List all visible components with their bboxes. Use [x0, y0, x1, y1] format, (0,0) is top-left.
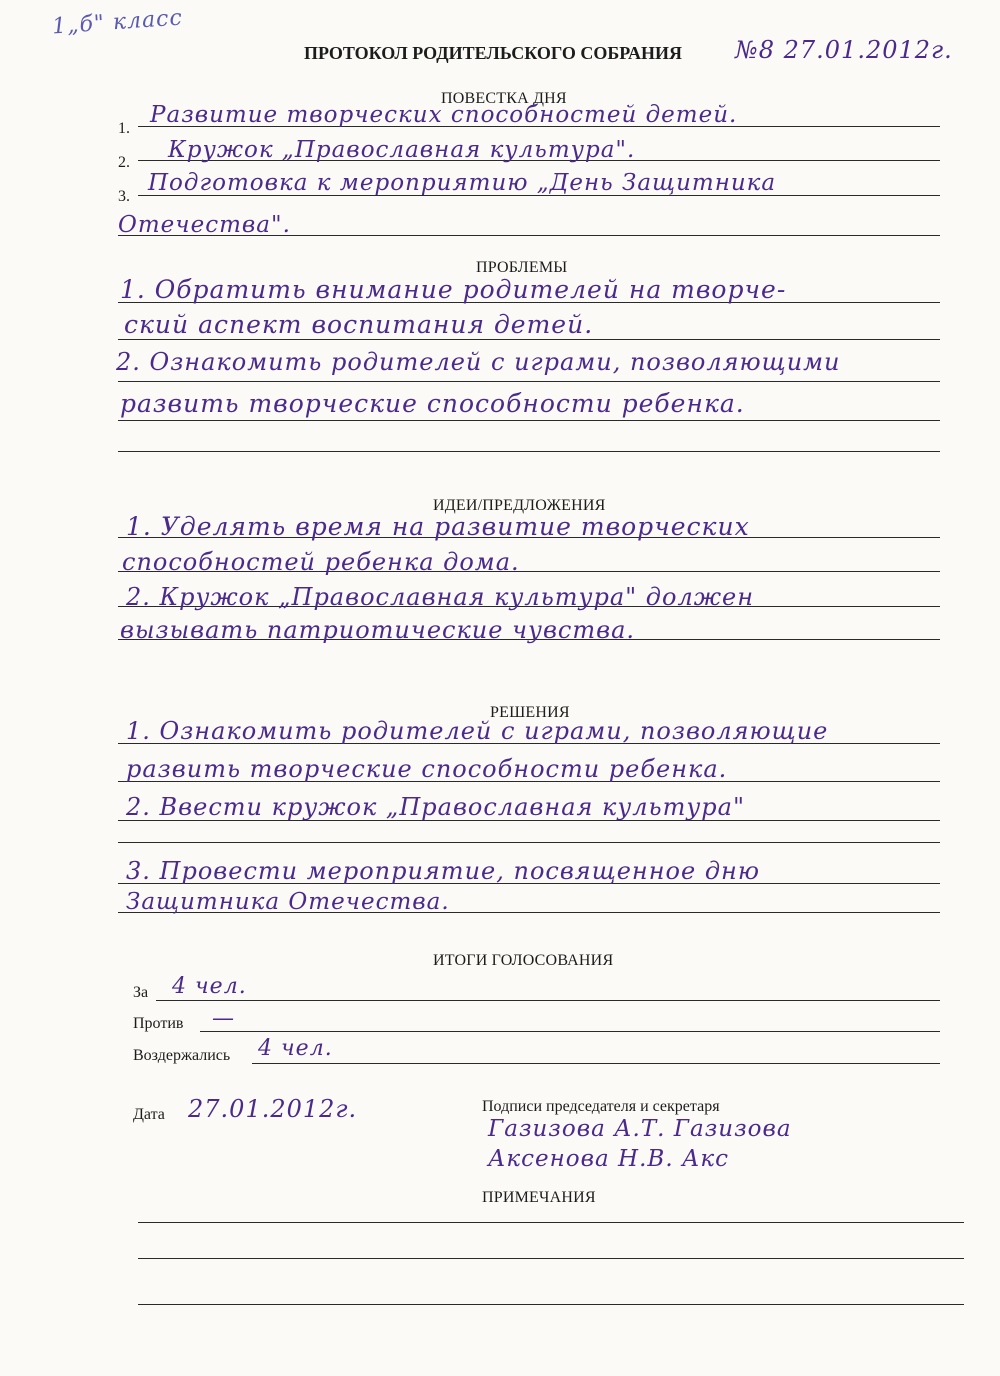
agenda-number-2: 2.	[118, 154, 130, 171]
agenda-number-3: 3.	[118, 188, 130, 205]
decisions-text-2: развить творческие способности ребенка.	[126, 755, 728, 783]
notes-line-2	[138, 1258, 964, 1259]
decisions-text-3: 2. Ввести кружок „Православная культура"	[126, 793, 746, 821]
vote-against-value: —	[212, 1006, 235, 1031]
document-title: ПРОТОКОЛ РОДИТЕЛЬСКОГО СОБРАНИЯ	[304, 43, 682, 63]
agenda-heading: ПОВЕСТКА ДНЯ	[441, 90, 567, 107]
problems-text-3: 2. Ознакомить родителей с играми, позволяющими	[116, 348, 841, 376]
agenda-item-3: Подготовка к мероприятию „День Защитника	[148, 170, 777, 196]
vote-for-label: За	[133, 984, 149, 1001]
signatures-label: Подписи председателя и секретаря	[482, 1098, 720, 1115]
protocol-number-date: №8 27.01.2012г.	[735, 36, 953, 64]
signature-line-2: Аксенова Н.В. Акс	[488, 1146, 729, 1172]
signature-line-1: Газизова А.Т. Газизова	[488, 1116, 792, 1142]
ideas-text-4: вызывать патриотические чувства.	[120, 616, 636, 644]
decisions-text-5: Защитника Отечества.	[126, 889, 450, 915]
vote-abstained-line	[252, 1063, 940, 1064]
problems-text-4: развить творческие способности ребенка.	[120, 389, 745, 418]
ideas-text-2: способностей ребенка дома.	[122, 548, 520, 576]
agenda-item-1: Развитие творческих способностей детей.	[150, 102, 738, 128]
class-note: 1„б" класс	[51, 5, 184, 40]
notes-line-3	[138, 1304, 964, 1305]
problems-text-2: ский аспект воспитания детей.	[124, 310, 594, 339]
ideas-text-1: 1. Уделять время на развитие творческих	[126, 512, 750, 541]
decisions-heading: РЕШЕНИЯ	[490, 704, 570, 721]
problems-line-4	[118, 420, 940, 421]
problems-heading: ПРОБЛЕМЫ	[476, 259, 568, 276]
problems-line-5	[118, 451, 940, 452]
date-value: 27.01.2012г.	[188, 1095, 358, 1123]
notes-line-1	[138, 1222, 964, 1223]
vote-against-line	[200, 1031, 940, 1032]
decisions-line-4	[118, 842, 940, 843]
vote-against-label: Против	[133, 1015, 184, 1032]
ideas-text-3: 2. Кружок „Православная культура" должен	[126, 583, 755, 611]
vote-abstained-value: 4 чел.	[258, 1036, 333, 1061]
decisions-text-1: 1. Ознакомить родителей с играми, позволяющие	[126, 717, 829, 745]
date-label: Дата	[133, 1106, 165, 1123]
agenda-item-3-cont: Отечества".	[118, 212, 291, 238]
notes-heading: ПРИМЕЧАНИЯ	[482, 1189, 596, 1206]
problems-line-2	[118, 339, 940, 340]
vote-abstained-label: Воздержались	[133, 1047, 231, 1064]
vote-for-line	[156, 1000, 940, 1001]
agenda-item-2: Кружок „Православная культура".	[168, 137, 636, 163]
problems-line-3	[118, 381, 940, 382]
voting-heading: ИТОГИ ГОЛОСОВАНИЯ	[433, 952, 614, 969]
vote-for-value: 4 чел.	[172, 974, 247, 999]
problems-text-1: 1. Обратить внимание родителей на творче-	[120, 275, 787, 304]
ideas-heading: ИДЕИ/ПРЕДЛОЖЕНИЯ	[433, 497, 606, 514]
agenda-number-1: 1.	[118, 120, 130, 137]
decisions-text-4: 3. Провести мероприятие, посвященное дню	[126, 857, 760, 885]
